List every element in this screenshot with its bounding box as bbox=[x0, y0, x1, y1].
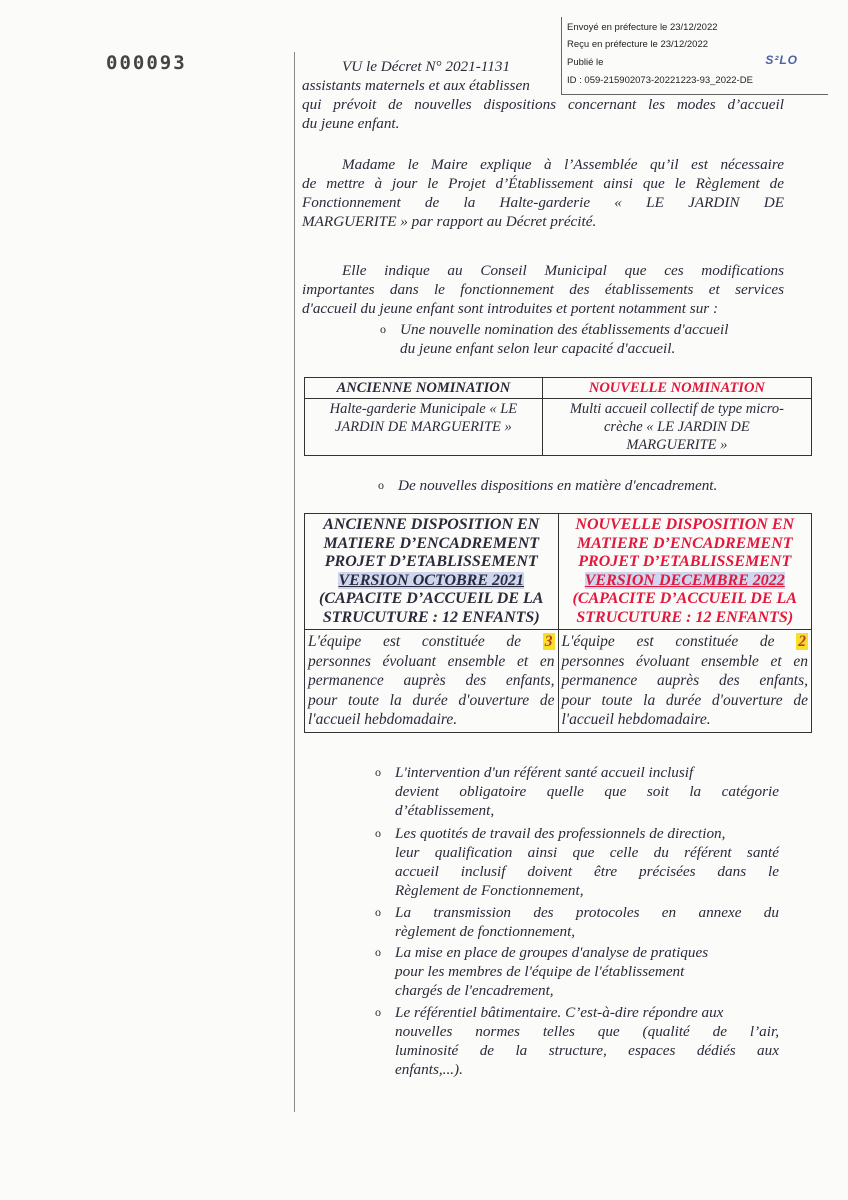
bullet-quotites: o Les quotités de travail des professionnels de direction, leur qualification ainsi que celle du référent santé accueil inclusif doivent être précisées dans le Règlement de Fonctionnement, bbox=[375, 825, 779, 899]
stamp-recu: Reçu en préfecture le 23/12/2022 bbox=[567, 39, 709, 50]
stamp-envoye: Envoyé en préfecture le 23/12/2022 bbox=[567, 22, 718, 33]
stamp-id: ID : 059-215902073-20221223-93_2022-DE bbox=[567, 75, 753, 86]
margin-line bbox=[294, 52, 295, 1112]
bullet-referent-sante: o L'intervention d'un référent santé accueil inclusif devient obligatoire quelle que soit la catégorie d’établissement, bbox=[375, 764, 779, 819]
prefecture-stamp bbox=[561, 17, 828, 95]
bullet-protocoles: o La transmission des protocoles en annexe du règlement de fonctionnement, bbox=[375, 904, 779, 940]
nouvelle-disposition-body: L'équipe est constituée de 2 personnes évoluant ensemble et en permanence auprès des enfants, pour toute la durée d'ouverture de l'accueil hebdomadaire. bbox=[558, 630, 812, 733]
bullet-marker: o bbox=[375, 945, 381, 959]
paragraph-maire: Madame le Maire explique à l’Assemblée qu’il est nécessaire de mettre à jour le Projet d’Établissement ainsi que le Règlement de Fonctionnement de la Halte-garderie « LE JARDIN DE MARGUERITE » par rapport au Décret précité. bbox=[302, 156, 784, 230]
paragraph-vu: VU le Décret N° 2021-1131 assistants maternels et aux établissen qui prévoit de nouvelles dispositions concernant les modes d’accueil du jeune enfant. bbox=[302, 58, 784, 132]
nomination-table bbox=[304, 377, 812, 456]
col-ancienne-nomination: ANCIENNE NOMINATION bbox=[305, 378, 543, 399]
bullet-marker: o bbox=[378, 478, 384, 492]
bullet-nomination: o Une nouvelle nomination des établissements d'accueil du jeune enfant selon leur capacité d'accueil. bbox=[380, 321, 729, 357]
stamp-publie: Publié le bbox=[567, 57, 604, 68]
nouvelle-disposition-header: NOUVELLE DISPOSITION EN MATIERE D’ENCADREMENT PROJET D’ETABLISSEMENT VERSION DECEMBRE 2022 (CAPACITE D’ACCUEIL DE LA STRUCUTURE : 12 ENFANTS) bbox=[558, 514, 812, 630]
bullet-analyse-pratiques: o La mise en place de groupes d'analyse de pratiques pour les membres de l'équipe de l'établissement chargés de l'encadrement, bbox=[375, 944, 709, 999]
encadrement-table bbox=[304, 513, 812, 733]
ancienne-nomination-value: Halte-garderie Municipale « LE JARDIN DE MARGUERITE » bbox=[305, 399, 543, 456]
version-octobre-2021: VERSION OCTOBRE 2021 bbox=[338, 571, 525, 589]
col-nouvelle-nomination: NOUVELLE NOMINATION bbox=[542, 378, 811, 399]
bullet-marker: o bbox=[380, 322, 386, 336]
count-ancienne: 3 bbox=[544, 633, 553, 650]
stamp-logo: S²LO bbox=[765, 53, 798, 67]
ancienne-disposition-header: ANCIENNE DISPOSITION EN MATIERE D’ENCADREMENT PROJET D’ETABLISSEMENT VERSION OCTOBRE 2021 (CAPACITE D’ACCUEIL DE LA STRUCUTURE : 12 ENFANTS) bbox=[305, 514, 559, 630]
ancienne-disposition-body: L'équipe est constituée de 3 personnes évoluant ensemble et en permanence auprès des enfants, pour toute la durée d'ouverture de l'accueil hebdomadaire. bbox=[305, 630, 559, 733]
version-decembre-2022: VERSION DECEMBRE 2022 bbox=[584, 571, 785, 589]
nouvelle-nomination-value: Multi accueil collectif de type micro- crèche « LE JARDIN DE MARGUERITE » bbox=[542, 399, 811, 456]
page-number: 000093 bbox=[106, 52, 187, 74]
bullet-marker: o bbox=[375, 826, 381, 840]
paragraph-conseil: Elle indique au Conseil Municipal que ces modifications importantes dans le fonctionnement des établissements et services d'accueil du jeune enfant sont introduites et portent notamment sur : bbox=[302, 262, 784, 317]
bullet-encadrement: o De nouvelles dispositions en matière d'encadrement. bbox=[378, 477, 718, 494]
bullet-marker: o bbox=[375, 1005, 381, 1019]
count-nouvelle: 2 bbox=[798, 633, 806, 650]
bullet-marker: o bbox=[375, 905, 381, 919]
bullet-referentiel-batimentaire: o Le référentiel bâtimentaire. C’est-à-dire répondre aux nouvelles normes telles que (qualité de l’air, luminosité de la structure, espaces dédiés aux enfants,...). bbox=[375, 1004, 779, 1078]
bullet-marker: o bbox=[375, 765, 381, 779]
